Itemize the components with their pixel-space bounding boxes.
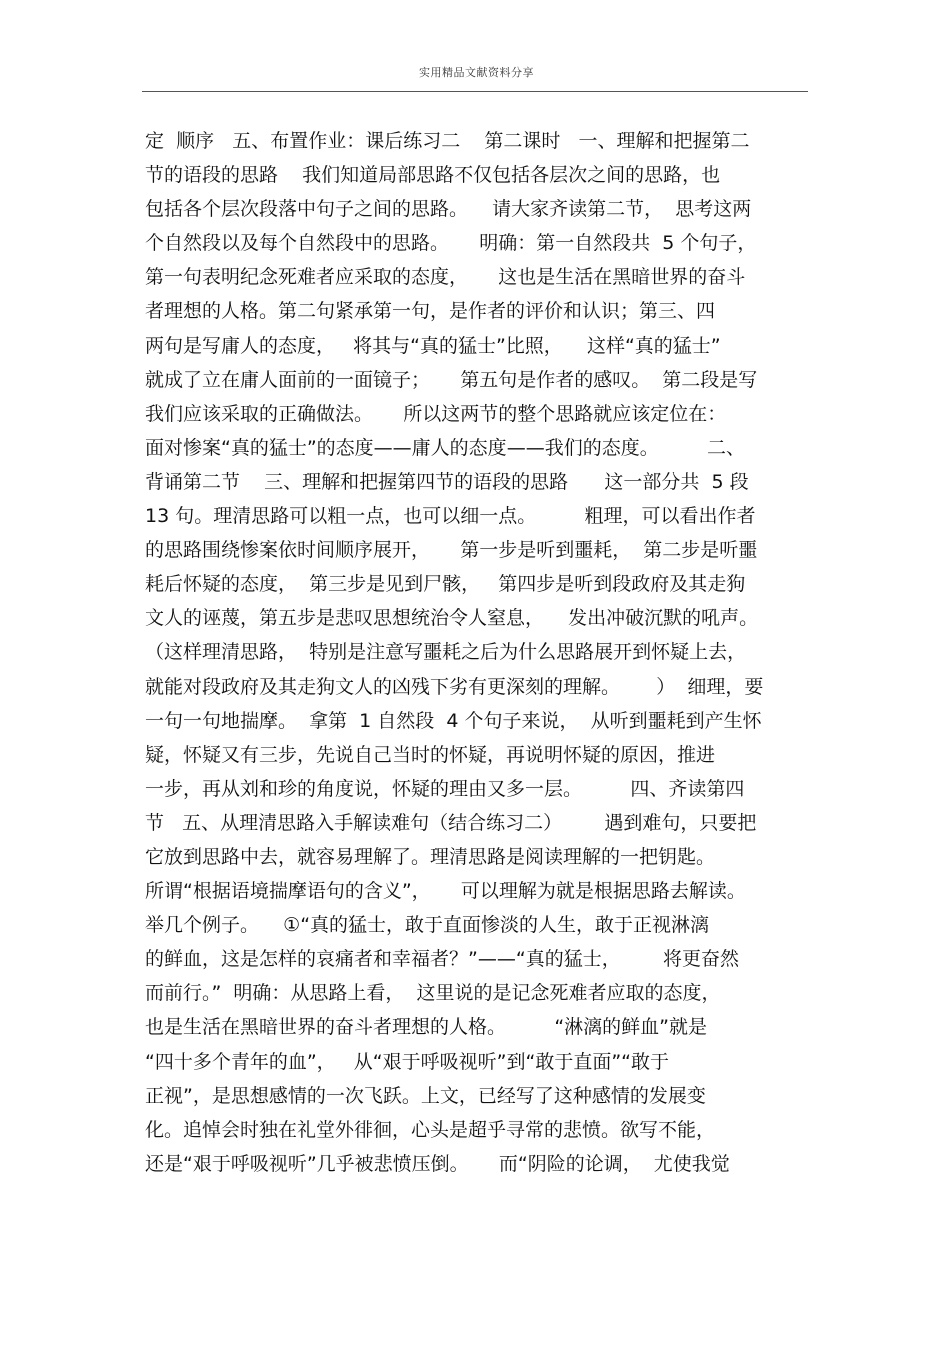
text-line: 它放到思路中去，就容易理解了。理清思路是阅读理解的一把钥匙。 <box>145 845 716 868</box>
text-line: 还是“艰于呼吸视听”几乎被悲愤压倒。 而“阴险的论调， 尤使我觉 <box>145 1152 730 1175</box>
text-line: 面对惨案“真的猛士”的态度——庸人的态度——我们的态度。 二、 <box>145 436 746 459</box>
document-body <box>145 124 815 1181</box>
text-line: 一句一句地揣摩。 拿第 1 自然段 4 个句子来说， 从听到噩耗到产生怀 <box>145 709 762 732</box>
text-line: 就能对段政府及其走狗文人的凶残下劣有更深刻的理解。 ） 细理，要 <box>145 675 764 698</box>
text-line: 者理想的人格。第二句紧承第一句，是作者的评价和认识；第三、四 <box>145 300 716 323</box>
text-line: 第一句表明纪念死难者应采取的态度， 这也是生活在黑暗世界的奋斗 <box>145 266 746 289</box>
text-line: 定 顺序 五、布置作业：课后练习二 第二课时 一、理解和把握第二 <box>145 130 750 152</box>
text-line: 节 五、从理清思路入手解读难句（结合练习二） 遇到难句，只要把 <box>145 811 757 834</box>
text-line: 的思路围绕惨案依时间顺序展开， 第一步是听到噩耗， 第二步是听噩 <box>145 539 758 562</box>
text-line: 背诵第二节 三、理解和把握第四节的语段的思路 这一部分共 5 段 <box>145 470 749 493</box>
text-line: 也是生活在黑暗世界的奋斗者理想的人格。 “淋漓的鲜血”就是 <box>145 1016 708 1039</box>
text-line: 举几个例子。 ①“真的猛士，敢于直面惨淡的人生，敢于正视淋漓 <box>145 914 710 937</box>
text-line: 耗后怀疑的态度， 第三步是见到尸骸， 第四步是听到段政府及其走狗 <box>145 573 746 596</box>
text-line: 节的语段的思路 我们知道局部思路不仅包括各层次之间的思路，也 <box>145 164 721 187</box>
text-line: 疑，怀疑又有三步，先说自己当时的怀疑，再说明怀疑的原因，推进 <box>145 743 716 766</box>
text-line: 13 句。理清思路可以粗一点，也可以细一点。 粗理，可以看出作者 <box>145 505 756 528</box>
text-line: “四十多个青年的血”， 从“艰于呼吸视听”到“敢于直面”“敢于 <box>145 1050 670 1073</box>
page-header: 实用精品文献资料分享 <box>419 66 534 79</box>
text-line: 化。追悼会时独在礼堂外徘徊，心头是超乎寻常的悲愤。欲写不能， <box>145 1118 716 1141</box>
text-line: 两句是写庸人的态度， 将其与“真的猛士”比照， 这样“真的猛士” <box>145 334 721 357</box>
text-line: 的鲜血，这是怎样的哀痛者和幸福者？”——“真的猛士， 将更奋然 <box>145 948 739 971</box>
text-line: 一步，再从刘和珍的角度说，怀疑的理由又多一层。 四、齐读第四 <box>145 777 745 800</box>
text-line: 所谓“根据语境揣摩语句的含义”， 可以理解为就是根据思路去解读。 <box>145 880 746 903</box>
text-line: 包括各个层次段落中句子之间的思路。 请大家齐读第二节， 思考这两 <box>145 198 752 221</box>
text-line: 我们应该采取的正确做法。 所以这两节的整个思路就应该定位在： <box>145 402 727 425</box>
text-line: 正视”，是思想感情的一次飞跃。上文，已经写了这种感情的发展变 <box>145 1084 706 1107</box>
header-divider <box>142 91 808 92</box>
text-line: 个自然段以及每个自然段中的思路。 明确：第一自然段共 5 个句子， <box>145 232 757 255</box>
text-line: （这样理清思路， 特别是注意写噩耗之后为什么思路展开到怀疑上去， <box>145 641 747 664</box>
text-line: 文人的诬蔑，第五步是悲叹思想统治令人窒息， 发出冲破沉默的吼声。 <box>145 607 759 630</box>
text-line: 而前行。” 明确：从思路上看， 这里说的是记念死难者应取的态度， <box>145 982 721 1005</box>
text-line: 就成了立在庸人面前的一面镜子； 第五句是作者的感叹。 第二段是写 <box>145 368 758 391</box>
